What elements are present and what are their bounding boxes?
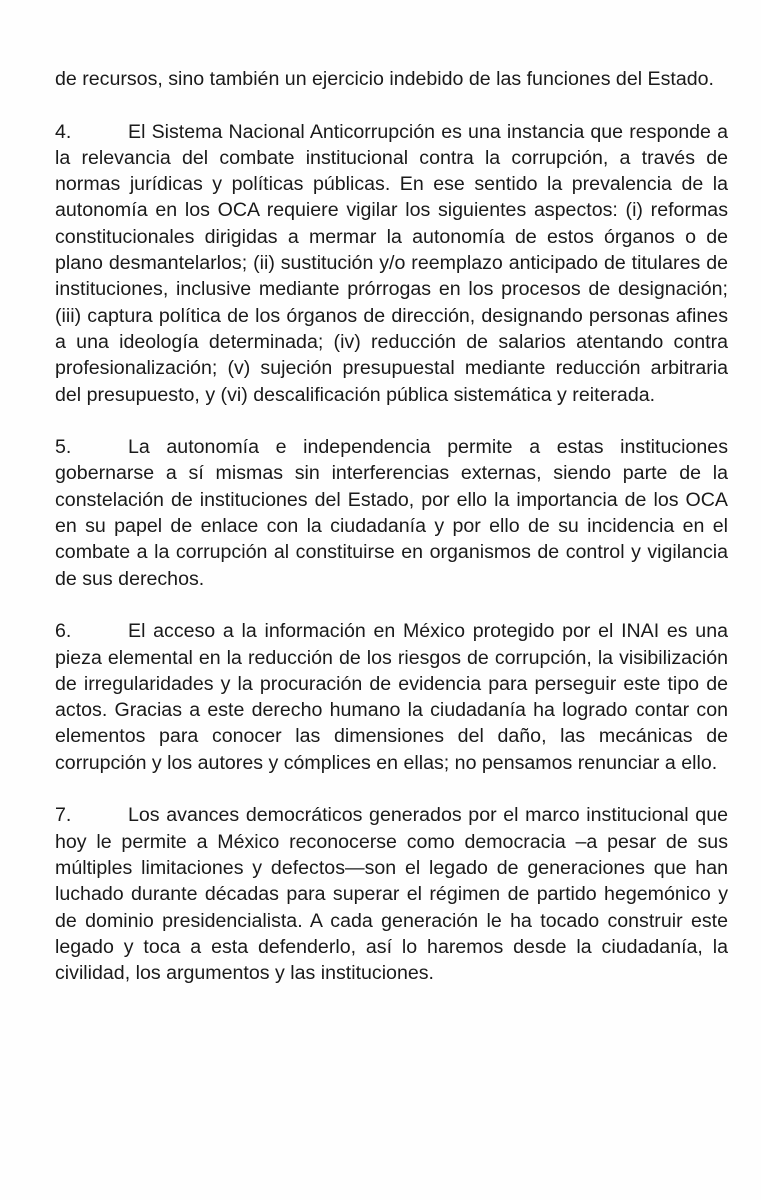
paragraph-number: 7. (55, 804, 72, 827)
paragraph-number: 4. (55, 120, 72, 143)
paragraph-4 (55, 119, 728, 408)
paragraph-text: La autonomía e independencia permite a estas instituciones gobernarse a sí mismas sin interferencias externas, siendo parte de la constelación de instituciones del Estado, por ello la importancia de los OCA en su papel de enlace con la ciudadanía y por ello de su incidencia en el combate a la corrupción al constituirse en organismos de control y vigilancia de sus derechos. (55, 436, 728, 590)
paragraph-continuation (55, 66, 728, 92)
paragraph-text: Los avances democráticos generados por el marco institucional que hoy le permite a México reconocerse como democracia –a pesar de sus múltiples limitaciones y defectos—son el legado de generaciones que han luchado durante décadas para superar el régimen de partido hegemónico y de dominio presidencialista. A cada generación le ha tocado construir este legado y toca a esta defenderlo, así lo haremos desde la ciudadanía, la civilidad, los argumentos y las instituciones. (55, 804, 728, 985)
paragraph-5 (55, 434, 728, 592)
document-body (55, 66, 728, 1013)
paragraph-6 (55, 618, 728, 776)
paragraph-7 (55, 802, 728, 986)
paragraph-text: El acceso a la información en México protegido por el INAI es una pieza elemental en la reducción de los riesgos de corrupción, la visibilización de irregularidades y la procuración de evidencia para perseguir este tipo de actos. Gracias a este derecho humano la ciudadanía ha logrado contar con elementos para conocer las dimensiones del daño, las mecánicas de corrupción y los autores y cómplices en ellas; no pensamos renunciar a ello. (55, 620, 728, 774)
paragraph-text: El Sistema Nacional Anticorrupción es una instancia que responde a la relevancia del combate institucional contra la corrupción, a través de normas jurídicas y políticas públicas. En ese sentido la prevalencia de la autonomía en los OCA requiere vigilar los siguientes aspectos: (i) reformas constitucionales dirigidas a mermar la autonomía de estos órganos o de plano desmantelarlos; (ii) sustitución y/o reemplazo anticipado de titulares de instituciones, inclusive mediante prórrogas en los procesos de designación; (iii) captura política de los órganos de dirección, designando personas afines a una ideología determinada; (iv) reducción de salarios atentando contra profesionalización; (v) sujeción presupuestal mediante reducción arbitraria del presupuesto, y (vi) descalificación pública sistemática y reiterada. (55, 120, 728, 406)
paragraph-number: 5. (55, 436, 72, 459)
paragraph-number: 6. (55, 620, 72, 643)
paragraph-text: de recursos, sino también un ejercicio indebido de las funciones del Estado. (55, 68, 714, 90)
